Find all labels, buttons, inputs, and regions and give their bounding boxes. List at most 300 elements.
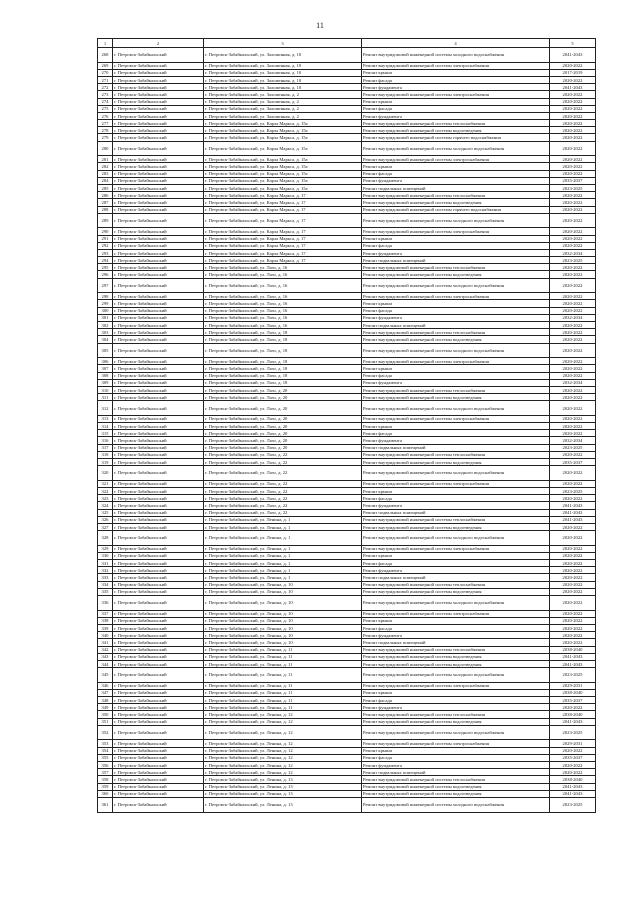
- row-number-cell: 304: [98, 336, 113, 343]
- table-row: [98, 249, 596, 256]
- period-cell: 2020-2022: [550, 451, 596, 458]
- period-cell: 2035-2037: [550, 697, 596, 704]
- work-type-cell: Ремонт внутридомовой инженерной системы холодного водоснабжения: [362, 466, 550, 481]
- period-cell: 2020-2022: [550, 386, 596, 393]
- row-number-cell: 339: [98, 624, 113, 631]
- page-number: 11: [316, 21, 324, 30]
- period-cell: 2020-2022: [550, 610, 596, 617]
- period-cell: 2020-2022: [550, 112, 596, 119]
- municipality-cell: г. Петровск-Забайкальский: [113, 365, 204, 372]
- municipality-cell: г. Петровск-Забайкальский: [113, 610, 204, 617]
- municipality-cell: г. Петровск-Забайкальский: [113, 639, 204, 646]
- address-cell: г. Петровск-Забайкальский, ул. Лазо, д. 18: [204, 343, 362, 358]
- address-cell: г. Петровск-Забайкальский, ул. Лазо, д. 22: [204, 451, 362, 458]
- work-type-cell: Ремонт внутридомовой инженерной системы холодного водоснабжения: [362, 725, 550, 740]
- municipality-cell: г. Петровск-Забайкальский: [113, 69, 204, 76]
- period-cell: 2020-2022: [550, 76, 596, 83]
- period-cell: 2029-2031: [550, 682, 596, 689]
- period-cell: 2020-2022: [550, 545, 596, 552]
- row-number-cell: 342: [98, 646, 113, 653]
- period-cell: 2035-2037: [550, 177, 596, 184]
- period-cell: 2020-2022: [550, 531, 596, 546]
- address-cell: г. Петровск-Забайкальский, ул. Заложенная, д. 2: [204, 112, 362, 119]
- municipality-cell: г. Петровск-Забайкальский: [113, 740, 204, 747]
- address-cell: г. Петровск-Забайкальский, ул. Лазо, д. 18: [204, 329, 362, 336]
- work-type-cell: Ремонт внутридомовой инженерной системы водоотведения: [362, 783, 550, 790]
- table-row: [98, 127, 596, 134]
- period-cell: 2020-2022: [550, 596, 596, 611]
- work-type-cell: Ремонт подвальных помещений: [362, 574, 550, 581]
- address-cell: г. Петровск-Забайкальский, ул. Лазо, д. 16: [204, 264, 362, 271]
- work-type-cell: Ремонт фасада: [362, 242, 550, 249]
- table-row: [98, 228, 596, 235]
- work-type-cell: Ремонт внутридомовой инженерной системы теплоснабжения: [362, 192, 550, 199]
- row-number-cell: 294: [98, 257, 113, 264]
- address-cell: г. Петровск-Забайкальский, ул. Ленина, д. 12: [204, 718, 362, 725]
- table-row: [98, 365, 596, 372]
- table-row: [98, 682, 596, 689]
- row-number-cell: 273: [98, 91, 113, 98]
- table-row: [98, 480, 596, 487]
- municipality-cell: г. Петровск-Забайкальский: [113, 293, 204, 300]
- work-type-cell: Ремонт крыши: [362, 98, 550, 105]
- row-number-cell: 328: [98, 531, 113, 546]
- municipality-cell: г. Петровск-Забайкальский: [113, 502, 204, 509]
- municipality-cell: г. Петровск-Забайкальский: [113, 660, 204, 667]
- header-cell-3: 3: [204, 39, 362, 48]
- address-cell: г. Петровск-Забайкальский, ул. Ленина, д. 12: [204, 747, 362, 754]
- period-cell: 2041-2043: [550, 84, 596, 91]
- work-type-cell: Ремонт внутридомовой инженерной системы электроснабжения: [362, 480, 550, 487]
- period-cell: 2020-2022: [550, 264, 596, 271]
- row-number-cell: 348: [98, 697, 113, 704]
- municipality-cell: г. Петровск-Забайкальский: [113, 48, 204, 63]
- address-cell: г. Петровск-Забайкальский, ул. Карла Маркса, д. 17: [204, 199, 362, 206]
- table-row: [98, 322, 596, 329]
- municipality-cell: г. Петровск-Забайкальский: [113, 747, 204, 754]
- row-number-cell: 326: [98, 516, 113, 523]
- row-number-cell: 335: [98, 588, 113, 595]
- row-number-cell: 293: [98, 249, 113, 256]
- row-number-cell: 319: [98, 459, 113, 466]
- municipality-cell: г. Петровск-Забайкальский: [113, 278, 204, 293]
- row-number-cell: 300: [98, 307, 113, 314]
- municipality-cell: г. Петровск-Забайкальский: [113, 177, 204, 184]
- address-cell: г. Петровск-Забайкальский, ул. Лазо, д. 20: [204, 415, 362, 422]
- address-cell: г. Петровск-Забайкальский, ул. Лазо, д. 18: [204, 379, 362, 386]
- row-number-cell: 323: [98, 495, 113, 502]
- address-cell: г. Петровск-Забайкальский, ул. Заложенная, д. 10: [204, 76, 362, 83]
- table-row: [98, 213, 596, 228]
- address-cell: г. Петровск-Забайкальский, ул. Ленина, д. 12: [204, 711, 362, 718]
- address-cell: г. Петровск-Забайкальский, ул. Ленина, д. 13: [204, 797, 362, 812]
- row-number-cell: 287: [98, 199, 113, 206]
- table-row: [98, 141, 596, 156]
- work-type-cell: Ремонт подвальных помещений: [362, 509, 550, 516]
- municipality-cell: г. Петровск-Забайкальский: [113, 314, 204, 321]
- row-number-cell: 274: [98, 98, 113, 105]
- municipality-cell: г. Петровск-Забайкальский: [113, 185, 204, 192]
- header-cell-5: 5: [550, 39, 596, 48]
- address-cell: г. Петровск-Забайкальский, ул. Лазо, д. 22: [204, 502, 362, 509]
- table-row: [98, 516, 596, 523]
- period-cell: 2020-2022: [550, 624, 596, 631]
- address-cell: г. Петровск-Забайкальский, ул. Заложенная, д. 10: [204, 84, 362, 91]
- period-cell: 2038-2040: [550, 646, 596, 653]
- period-cell: 2020-2022: [550, 394, 596, 401]
- address-cell: г. Петровск-Забайкальский, ул. Лазо, д. 22: [204, 466, 362, 481]
- address-cell: г. Петровск-Забайкальский, ул. Лазо, д. 16: [204, 278, 362, 293]
- work-type-cell: Ремонт фасада: [362, 754, 550, 761]
- work-type-cell: Ремонт фасада: [362, 170, 550, 177]
- work-type-cell: Ремонт внутридомовой инженерной системы теплоснабжения: [362, 516, 550, 523]
- row-number-cell: 344: [98, 660, 113, 667]
- work-type-cell: Ремонт внутридомовой инженерной системы водоотведения: [362, 199, 550, 206]
- row-number-cell: 297: [98, 278, 113, 293]
- address-cell: г. Петровск-Забайкальский, ул. Лазо, д. 20: [204, 401, 362, 416]
- period-cell: 2020-2022: [550, 401, 596, 416]
- municipality-cell: г. Петровск-Забайкальский: [113, 329, 204, 336]
- period-cell: 2020-2022: [550, 423, 596, 430]
- row-number-cell: 275: [98, 105, 113, 112]
- row-number-cell: 286: [98, 192, 113, 199]
- table-row: [98, 552, 596, 559]
- row-number-cell: 337: [98, 610, 113, 617]
- period-cell: 2020-2022: [550, 769, 596, 776]
- table-row: [98, 163, 596, 170]
- work-type-cell: Ремонт фасада: [362, 495, 550, 502]
- period-cell: 2020-2022: [550, 228, 596, 235]
- work-type-cell: Ремонт внутридомовой инженерной системы электроснабжения: [362, 415, 550, 422]
- municipality-cell: г. Петровск-Забайкальский: [113, 523, 204, 530]
- period-cell: 2020-2022: [550, 213, 596, 228]
- period-cell: 2032-2034: [550, 314, 596, 321]
- work-type-cell: Ремонт внутридомовой инженерной системы холодного водоснабжения: [362, 48, 550, 63]
- work-type-cell: Ремонт внутридомовой инженерной системы водоотведения: [362, 459, 550, 466]
- work-type-cell: Ремонт внутридомовой инженерной системы водоотведения: [362, 790, 550, 797]
- address-cell: г. Петровск-Забайкальский, ул. Ленина, д. 11: [204, 697, 362, 704]
- address-cell: г. Петровск-Забайкальский, ул. Ленина, д. 1: [204, 523, 362, 530]
- row-number-cell: 351: [98, 718, 113, 725]
- municipality-cell: г. Петровск-Забайкальский: [113, 495, 204, 502]
- municipality-cell: г. Петровск-Забайкальский: [113, 596, 204, 611]
- row-number-cell: 360: [98, 790, 113, 797]
- work-type-cell: Ремонт внутридомовой инженерной системы электроснабжения: [362, 62, 550, 69]
- table-row: [98, 156, 596, 163]
- table-row: [98, 401, 596, 416]
- municipality-cell: г. Петровск-Забайкальский: [113, 394, 204, 401]
- row-number-cell: 359: [98, 783, 113, 790]
- row-number-cell: 305: [98, 343, 113, 358]
- work-type-cell: Ремонт крыши: [362, 163, 550, 170]
- address-cell: г. Петровск-Забайкальский, ул. Лазо, д. 20: [204, 386, 362, 393]
- table-row: [98, 415, 596, 422]
- table-row: [98, 560, 596, 567]
- work-type-cell: Ремонт внутридомовой инженерной системы электроснабжения: [362, 358, 550, 365]
- row-number-cell: 341: [98, 639, 113, 646]
- row-number-cell: 316: [98, 437, 113, 444]
- table-row: [98, 98, 596, 105]
- period-cell: 2020-2022: [550, 134, 596, 141]
- period-cell: 2020-2022: [550, 293, 596, 300]
- municipality-cell: г. Петровск-Забайкальский: [113, 797, 204, 812]
- municipality-cell: г. Петровск-Забайкальский: [113, 444, 204, 451]
- period-cell: 2041-2043: [550, 516, 596, 523]
- row-number-cell: 284: [98, 177, 113, 184]
- municipality-cell: г. Петровск-Забайкальский: [113, 156, 204, 163]
- row-number-cell: 296: [98, 271, 113, 278]
- work-type-cell: Ремонт внутридомовой инженерной системы теплоснабжения: [362, 120, 550, 127]
- address-cell: г. Петровск-Забайкальский, ул. Карла Маркса, д. 17: [204, 257, 362, 264]
- row-number-cell: 356: [98, 761, 113, 768]
- municipality-cell: г. Петровск-Забайкальский: [113, 769, 204, 776]
- table-row: [98, 134, 596, 141]
- municipality-cell: г. Петровск-Забайкальский: [113, 480, 204, 487]
- municipality-cell: г. Петровск-Забайкальский: [113, 84, 204, 91]
- municipality-cell: г. Петровск-Забайкальский: [113, 163, 204, 170]
- repair-schedule-table: [97, 38, 596, 813]
- row-number-cell: 302: [98, 322, 113, 329]
- row-number-cell: 309: [98, 379, 113, 386]
- work-type-cell: Ремонт внутридомовой инженерной системы водоотведения: [362, 394, 550, 401]
- period-cell: 2020-2022: [550, 588, 596, 595]
- table-row: [98, 185, 596, 192]
- period-cell: 2020-2022: [550, 704, 596, 711]
- municipality-cell: г. Петровск-Забайкальский: [113, 98, 204, 105]
- work-type-cell: Ремонт внутридомовой инженерной системы горячего водоснабжения: [362, 134, 550, 141]
- address-cell: г. Петровск-Забайкальский, ул. Ленина, д. 11: [204, 653, 362, 660]
- municipality-cell: г. Петровск-Забайкальский: [113, 192, 204, 199]
- period-cell: 2038-2040: [550, 711, 596, 718]
- period-cell: 2041-2043: [550, 509, 596, 516]
- address-cell: г. Петровск-Забайкальский, ул. Ленина, д. 12: [204, 754, 362, 761]
- table-row: [98, 596, 596, 611]
- work-type-cell: Ремонт внутридомовой инженерной системы электроснабжения: [362, 682, 550, 689]
- table-row: [98, 487, 596, 494]
- period-cell: 2020-2022: [550, 156, 596, 163]
- work-type-cell: Ремонт внутридомовой инженерной системы электроснабжения: [362, 610, 550, 617]
- row-number-cell: 292: [98, 242, 113, 249]
- work-type-cell: Ремонт внутридомовой инженерной системы теплоснабжения: [362, 711, 550, 718]
- period-cell: 2020-2022: [550, 567, 596, 574]
- address-cell: г. Петровск-Забайкальский, ул. Лазо, д. 22: [204, 459, 362, 466]
- address-cell: г. Петровск-Забайкальский, ул. Карла Маркса, д. 17: [204, 249, 362, 256]
- period-cell: 2020-2022: [550, 574, 596, 581]
- row-number-cell: 358: [98, 776, 113, 783]
- row-number-cell: 331: [98, 560, 113, 567]
- municipality-cell: г. Петровск-Забайкальский: [113, 271, 204, 278]
- table-row: [98, 617, 596, 624]
- table-row: [98, 91, 596, 98]
- municipality-cell: г. Петровск-Забайкальский: [113, 725, 204, 740]
- row-number-cell: 357: [98, 769, 113, 776]
- table-row: [98, 668, 596, 683]
- work-type-cell: Ремонт фасада: [362, 430, 550, 437]
- table-row: [98, 754, 596, 761]
- work-type-cell: Ремонт внутридомовой инженерной системы теплоснабжения: [362, 581, 550, 588]
- municipality-cell: г. Петровск-Забайкальский: [113, 574, 204, 581]
- work-type-cell: Ремонт внутридомовой инженерной системы водоотведения: [362, 718, 550, 725]
- municipality-cell: г. Петровск-Забайкальский: [113, 415, 204, 422]
- table-row: [98, 437, 596, 444]
- address-cell: г. Петровск-Забайкальский, ул. Лазо, д. 16: [204, 322, 362, 329]
- work-type-cell: Ремонт подвальных помещений: [362, 639, 550, 646]
- row-number-cell: 268: [98, 48, 113, 63]
- period-cell: 2020-2022: [550, 365, 596, 372]
- work-type-cell: Ремонт крыши: [362, 235, 550, 242]
- work-type-cell: Ремонт внутридомовой инженерной системы электроснабжения: [362, 156, 550, 163]
- municipality-cell: г. Петровск-Забайкальский: [113, 509, 204, 516]
- municipality-cell: г. Петровск-Забайкальский: [113, 242, 204, 249]
- municipality-cell: г. Петровск-Забайкальский: [113, 358, 204, 365]
- table-row: [98, 271, 596, 278]
- work-type-cell: Ремонт крыши: [362, 552, 550, 559]
- work-type-cell: Ремонт внутридомовой инженерной системы холодного водоснабжения: [362, 668, 550, 683]
- table-row: [98, 242, 596, 249]
- municipality-cell: г. Петровск-Забайкальский: [113, 459, 204, 466]
- period-cell: 2020-2022: [550, 322, 596, 329]
- work-type-cell: Ремонт фундамента: [362, 567, 550, 574]
- period-cell: 2023-2025: [550, 725, 596, 740]
- work-type-cell: Ремонт крыши: [362, 617, 550, 624]
- table-row: [98, 581, 596, 588]
- address-cell: г. Петровск-Забайкальский, ул. Лазо, д. 16: [204, 314, 362, 321]
- municipality-cell: г. Петровск-Забайкальский: [113, 552, 204, 559]
- municipality-cell: г. Петровск-Забайкальский: [113, 487, 204, 494]
- municipality-cell: г. Петровск-Забайкальский: [113, 646, 204, 653]
- table-row: [98, 567, 596, 574]
- work-type-cell: Ремонт фасада: [362, 560, 550, 567]
- period-cell: 2020-2022: [550, 430, 596, 437]
- address-cell: г. Петровск-Забайкальский, ул. Карла Маркса, д. 15а: [204, 170, 362, 177]
- period-cell: 2020-2022: [550, 120, 596, 127]
- row-number-cell: 355: [98, 754, 113, 761]
- work-type-cell: Ремонт фасада: [362, 624, 550, 631]
- table-row: [98, 386, 596, 393]
- period-cell: 2020-2022: [550, 747, 596, 754]
- period-cell: 2020-2022: [550, 466, 596, 481]
- work-type-cell: Ремонт внутридомовой инженерной системы теплоснабжения: [362, 451, 550, 458]
- table-row: [98, 336, 596, 343]
- row-number-cell: 347: [98, 689, 113, 696]
- period-cell: 2029-2031: [550, 740, 596, 747]
- municipality-cell: г. Петровск-Забайкальский: [113, 307, 204, 314]
- period-cell: 2041-2043: [550, 502, 596, 509]
- address-cell: г. Петровск-Забайкальский, ул. Карла Маркса, д. 15а: [204, 163, 362, 170]
- address-cell: г. Петровск-Забайкальский, ул. Ленина, д. 1: [204, 531, 362, 546]
- work-type-cell: Ремонт внутридомовой инженерной системы холодного водоснабжения: [362, 596, 550, 611]
- address-cell: г. Петровск-Забайкальский, ул. Заложенная, д. 10: [204, 48, 362, 63]
- address-cell: г. Петровск-Забайкальский, ул. Ленина, д. 11: [204, 689, 362, 696]
- row-number-cell: 345: [98, 668, 113, 683]
- work-type-cell: Ремонт крыши: [362, 747, 550, 754]
- work-type-cell: Ремонт внутридомовой инженерной системы водоотведения: [362, 336, 550, 343]
- address-cell: г. Петровск-Забайкальский, ул. Ленина, д. 11: [204, 660, 362, 667]
- table-row: [98, 69, 596, 76]
- row-number-cell: 350: [98, 711, 113, 718]
- row-number-cell: 327: [98, 523, 113, 530]
- address-cell: г. Петровск-Забайкальский, ул. Ленина, д. 1: [204, 567, 362, 574]
- period-cell: 2020-2022: [550, 552, 596, 559]
- municipality-cell: г. Петровск-Забайкальский: [113, 624, 204, 631]
- address-cell: г. Петровск-Забайкальский, ул. Лазо, д. 20: [204, 394, 362, 401]
- row-number-cell: 333: [98, 574, 113, 581]
- municipality-cell: г. Петровск-Забайкальский: [113, 697, 204, 704]
- address-cell: г. Петровск-Забайкальский, ул. Ленина, д. 1: [204, 574, 362, 581]
- period-cell: 2035-2037: [550, 459, 596, 466]
- work-type-cell: Ремонт внутридомовой инженерной системы водоотведения: [362, 588, 550, 595]
- address-cell: г. Петровск-Забайкальский, ул. Лазо, д. 20: [204, 430, 362, 437]
- address-cell: г. Петровск-Забайкальский, ул. Карла Маркса, д. 17: [204, 206, 362, 213]
- row-number-cell: 318: [98, 451, 113, 458]
- row-number-cell: 312: [98, 401, 113, 416]
- address-cell: г. Петровск-Забайкальский, ул. Заложенная, д. 2: [204, 98, 362, 105]
- table-row: [98, 502, 596, 509]
- table-row: [98, 660, 596, 667]
- address-cell: г. Петровск-Забайкальский, ул. Карла Маркса, д. 17: [204, 235, 362, 242]
- address-cell: г. Петровск-Забайкальский, ул. Ленина, д. 10: [204, 624, 362, 631]
- period-cell: 2032-2034: [550, 379, 596, 386]
- row-number-cell: 332: [98, 567, 113, 574]
- period-cell: 2020-2022: [550, 639, 596, 646]
- address-cell: г. Петровск-Забайкальский, ул. Ленина, д. 1: [204, 545, 362, 552]
- header-cell-2: 2: [113, 39, 204, 48]
- row-number-cell: 303: [98, 329, 113, 336]
- address-cell: г. Петровск-Забайкальский, ул. Ленина, д. 11: [204, 646, 362, 653]
- work-type-cell: Ремонт крыши: [362, 423, 550, 430]
- address-cell: г. Петровск-Забайкальский, ул. Ленина, д. 12: [204, 769, 362, 776]
- row-number-cell: 270: [98, 69, 113, 76]
- table-row: [98, 646, 596, 653]
- address-cell: г. Петровск-Забайкальский, ул. Заложенная, д. 10: [204, 62, 362, 69]
- period-cell: 2023-2025: [550, 487, 596, 494]
- table-row: [98, 545, 596, 552]
- address-cell: г. Петровск-Забайкальский, ул. Карла Маркса, д. 15а: [204, 127, 362, 134]
- municipality-cell: г. Петровск-Забайкальский: [113, 120, 204, 127]
- municipality-cell: г. Петровск-Забайкальский: [113, 300, 204, 307]
- table-row: [98, 711, 596, 718]
- municipality-cell: г. Петровск-Забайкальский: [113, 790, 204, 797]
- municipality-cell: г. Петровск-Забайкальский: [113, 711, 204, 718]
- municipality-cell: г. Петровск-Забайкальский: [113, 761, 204, 768]
- period-cell: 2032-2034: [550, 249, 596, 256]
- table-row: [98, 747, 596, 754]
- table-row: [98, 790, 596, 797]
- period-cell: 2041-2043: [550, 48, 596, 63]
- table-row: [98, 531, 596, 546]
- period-cell: 2020-2022: [550, 372, 596, 379]
- table-row: [98, 769, 596, 776]
- municipality-cell: г. Петровск-Забайкальский: [113, 249, 204, 256]
- period-cell: 2020-2022: [550, 523, 596, 530]
- municipality-cell: г. Петровск-Забайкальский: [113, 545, 204, 552]
- work-type-cell: Ремонт внутридомовой инженерной системы электроснабжения: [362, 228, 550, 235]
- work-type-cell: Ремонт фасада: [362, 76, 550, 83]
- work-type-cell: Ремонт внутридомовой инженерной системы теплоснабжения: [362, 646, 550, 653]
- table-row: [98, 574, 596, 581]
- address-cell: г. Петровск-Забайкальский, ул. Лазо, д. 20: [204, 437, 362, 444]
- work-type-cell: Ремонт внутридомовой инженерной системы водоотведения: [362, 523, 550, 530]
- period-cell: 2020-2022: [550, 480, 596, 487]
- work-type-cell: Ремонт внутридомовой инженерной системы холодного водоснабжения: [362, 797, 550, 812]
- address-cell: г. Петровск-Забайкальский, ул. Лазо, д. 16: [204, 271, 362, 278]
- table-row: [98, 588, 596, 595]
- municipality-cell: г. Петровск-Забайкальский: [113, 653, 204, 660]
- municipality-cell: г. Петровск-Забайкальский: [113, 588, 204, 595]
- period-cell: 2020-2022: [550, 307, 596, 314]
- row-number-cell: 306: [98, 358, 113, 365]
- work-type-cell: Ремонт фундамента: [362, 112, 550, 119]
